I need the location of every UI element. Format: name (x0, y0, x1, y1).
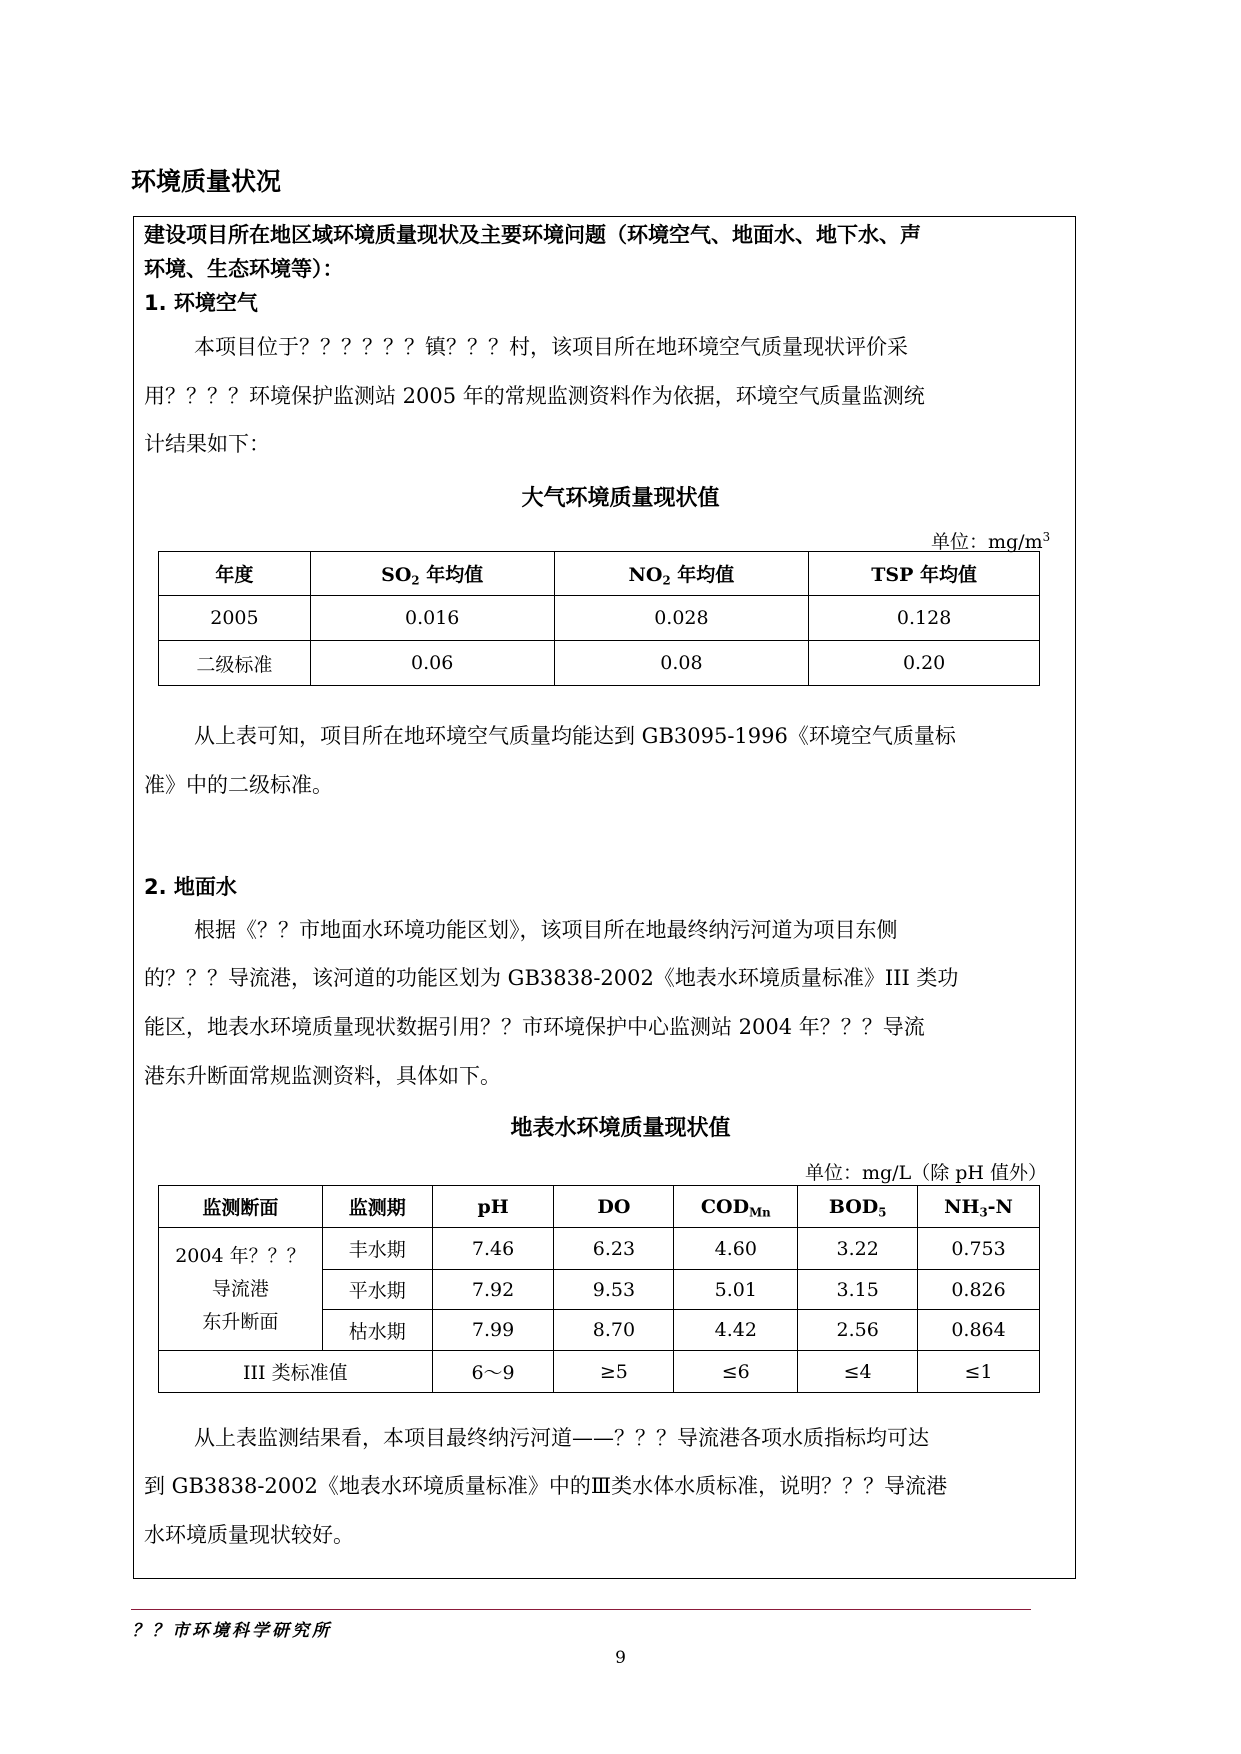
cell-ph: 7.92 (432, 1270, 554, 1310)
water-para-line: 港东升断面常规监测资料，具体如下。 (144, 1064, 501, 1088)
section-name-cell (159, 1228, 323, 1351)
cell-cod: 4.60 (674, 1228, 798, 1270)
air-unit: 单位：$mg/m^3$ (931, 529, 1051, 553)
air-conclusion-line: 从上表可知，项目所在地环境空气质量均能达到 GB3095-1996《环境空气质量标 (194, 724, 956, 748)
section-name-line: 东升断面 (202, 1310, 279, 1333)
water-quality-table (158, 1185, 1040, 1393)
table-header-row (159, 552, 1040, 596)
water-conclusion-line: 水环境质量现状较好。 (144, 1523, 354, 1547)
section-title: 环境质量状况 (131, 167, 282, 196)
header-do: DO (554, 1186, 674, 1228)
standard-label: III 类标准值 (159, 1351, 433, 1393)
water-para-line: 能区，地表水环境质量现状数据引用？？市环境保护中心监测站 2004 年？？？导流 (144, 1015, 925, 1039)
header-section: 监测断面 (159, 1186, 323, 1228)
cell-do: 6.23 (554, 1228, 674, 1270)
header-tsp: TSP 年均值 (809, 552, 1040, 596)
cell-nh3: 0.826 (918, 1270, 1040, 1310)
cell-nh3: 0.864 (918, 1310, 1040, 1351)
cell-period: 丰水期 (322, 1228, 432, 1270)
header-no2: $NO_2$ 年均值 (554, 552, 809, 596)
cell-so2: 0.016 (310, 596, 554, 641)
cell-bod: 3.15 (798, 1270, 918, 1310)
cell-ph: 7.99 (432, 1310, 554, 1351)
header-period: 监测期 (322, 1186, 432, 1228)
table-row (159, 1228, 1040, 1270)
box-heading-line1: 建设项目所在地区域环境质量现状及主要环境问题（环境空气、地面水、地下水、声 (144, 223, 921, 247)
water-conclusion-line: 到 GB3838-2002《地表水环境质量标准》中的Ⅲ类水体水质标准，说明？？？导流港 (144, 1474, 948, 1498)
air-table-title: 大气环境质量现状值 (521, 486, 720, 511)
header-year: 年度 (159, 552, 311, 596)
air-conclusion-line: 准》中的二级标准。 (144, 773, 333, 797)
footer-divider (131, 1609, 1031, 1610)
header-ph: pH (432, 1186, 554, 1228)
table-row (159, 641, 1040, 686)
water-table-title: 地表水环境质量现状值 (510, 1116, 731, 1141)
std-nh3: ≤1 (918, 1351, 1040, 1393)
std-ph: 6～9 (432, 1351, 554, 1393)
cell-nh3: 0.753 (918, 1228, 1040, 1270)
water-unit: 单位：mg/L（除 pH 值外） (805, 1162, 1048, 1184)
cell-period: 平水期 (322, 1270, 432, 1310)
header-cod: $COD_{Mn}$ (674, 1186, 798, 1228)
water-conclusion-line: 从上表监测结果看，本项目最终纳污河道——？？？导流港各项水质指标均可达 (194, 1426, 929, 1450)
page-number: 9 (615, 1648, 626, 1668)
table-header-row (159, 1186, 1040, 1228)
section-name-line: 导流港 (211, 1277, 269, 1300)
water-heading: 2. 地面水 (144, 875, 237, 899)
row-label: 二级标准 (159, 641, 311, 686)
std-bod: ≤4 (798, 1351, 918, 1393)
cell-period: 枯水期 (322, 1310, 432, 1351)
cell-bod: 3.22 (798, 1228, 918, 1270)
header-bod: $BOD_5$ (798, 1186, 918, 1228)
air-para-line: 本项目位于？？？？？？镇？？？村，该项目所在地环境空气质量现状评价采 (194, 335, 908, 359)
section-name-line: 2004 年？？？ (175, 1244, 306, 1267)
air-heading: 1. 环境空气 (144, 291, 258, 315)
header-nh3: $NH_3-N$ (918, 1186, 1040, 1228)
water-para-line: 根据《？？市地面水环境功能区划》，该项目所在地最终纳污河道为项目东侧 (194, 918, 898, 942)
header-so2: $SO_2$ 年均值 (310, 552, 554, 596)
box-heading-line2: 环境、生态环境等）： (144, 257, 344, 281)
cell-cod: 4.42 (674, 1310, 798, 1351)
cell-ph: 7.46 (432, 1228, 554, 1270)
air-para-line: 计结果如下： (144, 432, 270, 456)
cell-no2: 0.08 (554, 641, 809, 686)
cell-tsp: 0.128 (809, 596, 1040, 641)
std-do: ≥5 (554, 1351, 674, 1393)
row-label: 2005 (159, 596, 311, 641)
table-row (159, 596, 1040, 641)
cell-cod: 5.01 (674, 1270, 798, 1310)
water-para-line: 的？？？导流港，该河道的功能区划为 GB3838-2002《地表水环境质量标准》III 类功 (144, 966, 959, 990)
cell-do: 8.70 (554, 1310, 674, 1351)
air-para-line: 用？？？？环境保护监测站 2005 年的常规监测资料作为依据，环境空气质量监测统 (144, 384, 925, 408)
footer-org: ？？市环境科学研究所 (132, 1621, 332, 1641)
cell-tsp: 0.20 (809, 641, 1040, 686)
cell-so2: 0.06 (310, 641, 554, 686)
cell-bod: 2.56 (798, 1310, 918, 1351)
table-row (159, 1351, 1040, 1393)
air-quality-table (158, 551, 1040, 686)
cell-do: 9.53 (554, 1270, 674, 1310)
cell-no2: 0.028 (554, 596, 809, 641)
std-cod: ≤6 (674, 1351, 798, 1393)
